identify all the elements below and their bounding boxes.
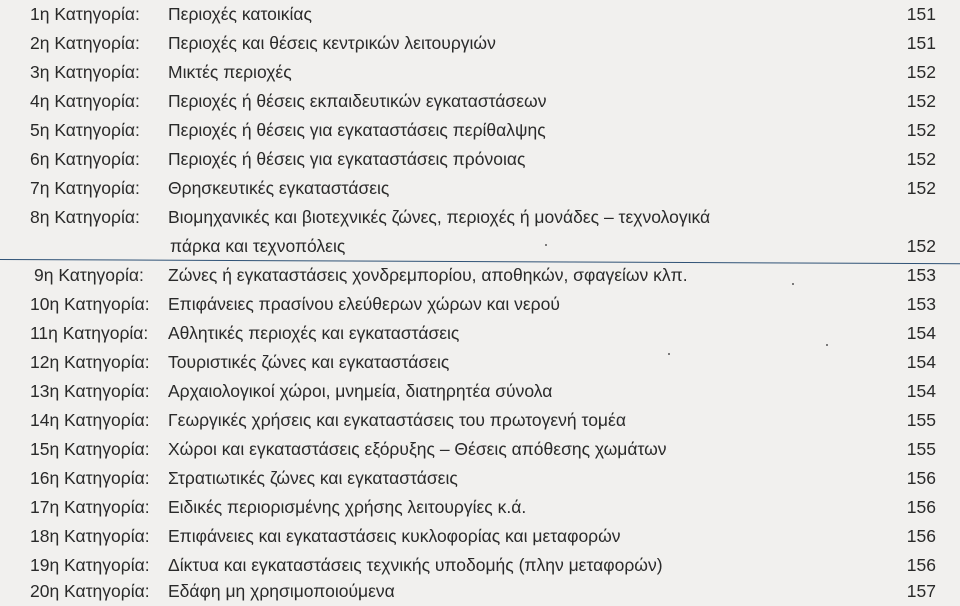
toc-entry (0, 577, 960, 606)
category-number: 9η Κατηγορία: (34, 265, 144, 285)
toc-entry (0, 522, 960, 551)
category-title: Γεωργικές χρήσεις και εγκαταστάσεις του πρωτογενή τομέα (168, 410, 626, 430)
category-title: Περιοχές κατοικίας (168, 4, 312, 24)
toc-entry (0, 377, 960, 406)
scan-speck (792, 283, 794, 285)
toc-entry (0, 29, 960, 58)
page-number: 152 (906, 120, 936, 140)
page-number: 151 (906, 33, 936, 53)
toc-entry-continuation (0, 232, 960, 261)
scan-speck (826, 344, 828, 346)
category-number: 3η Κατηγορία: (30, 62, 140, 82)
category-number: 14η Κατηγορία: (30, 410, 150, 430)
category-title: Περιοχές ή θέσεις για εγκαταστάσεις περίθαλψης (168, 120, 546, 140)
category-title: Επιφάνειες πρασίνου ελεύθερων χώρων και νερού (168, 294, 560, 314)
category-title: Θρησκευτικές εγκαταστάσεις (168, 178, 390, 198)
toc-entry (0, 116, 960, 145)
scan-speck (545, 244, 547, 246)
page-number: 153 (906, 265, 936, 285)
page-number: 152 (906, 62, 936, 82)
category-title: Χώροι και εγκαταστάσεις εξόρυξης – Θέσεις απόθεσης χωμάτων (168, 439, 667, 459)
toc-entry (0, 145, 960, 174)
page-number: 156 (906, 526, 936, 546)
category-title: Περιοχές ή θέσεις εκπαιδευτικών εγκαταστάσεων (168, 91, 547, 111)
category-title: Ειδικές περιορισμένης χρήσης λειτουργίες κ.ά. (168, 497, 527, 517)
category-title: Δίκτυα και εγκαταστάσεις τεχνικής υποδομής (πλην μεταφορών) (168, 555, 663, 575)
category-title: Μικτές περιοχές (168, 62, 292, 82)
page-number: 152 (906, 91, 936, 111)
toc-entry (0, 435, 960, 464)
toc-entry (0, 493, 960, 522)
category-number: 18η Κατηγορία: (30, 526, 150, 546)
toc-entry (0, 406, 960, 435)
category-number: 2η Κατηγορία: (30, 33, 140, 53)
page-number: 154 (906, 323, 936, 343)
page-number: 156 (906, 468, 936, 488)
toc-entry (0, 0, 960, 29)
toc-entry (0, 319, 960, 348)
category-title: Στρατιωτικές ζώνες και εγκαταστάσεις (168, 468, 458, 488)
page-number: 154 (906, 381, 936, 401)
category-number: 13η Κατηγορία: (30, 381, 150, 401)
category-number: 17η Κατηγορία: (30, 497, 150, 517)
scan-speck (668, 353, 670, 355)
category-title-continuation: πάρκα και τεχνοπόλεις (170, 236, 346, 256)
toc-entry (0, 174, 960, 203)
page-number: 152 (906, 149, 936, 169)
toc-entry (0, 58, 960, 87)
toc-entry (0, 203, 960, 232)
page-number: 154 (906, 352, 936, 372)
category-number: 16η Κατηγορία: (30, 468, 150, 488)
toc-entry (0, 348, 960, 377)
toc-entry (0, 290, 960, 319)
category-number: 12η Κατηγορία: (30, 352, 150, 372)
category-number: 8η Κατηγορία: (30, 207, 140, 227)
page-number: 156 (906, 555, 936, 575)
category-title: Βιομηχανικές και βιοτεχνικές ζώνες, περιοχές ή μονάδες – τεχνολογικά (168, 207, 711, 227)
category-number: 10η Κατηγορία: (30, 294, 150, 314)
page-number: 155 (906, 439, 936, 459)
category-number: 11η Κατηγορία: (30, 323, 149, 343)
category-number: 5η Κατηγορία: (30, 120, 140, 140)
toc-entry (0, 261, 960, 290)
page-number: 153 (906, 294, 936, 314)
category-number: 7η Κατηγορία: (30, 178, 140, 198)
category-title: Επιφάνειες και εγκαταστάσεις κυκλοφορίας και μεταφορών (168, 526, 621, 546)
page-number: 151 (906, 4, 936, 24)
category-title: Αθλητικές περιοχές και εγκαταστάσεις (168, 323, 460, 343)
category-number: 15η Κατηγορία: (30, 439, 150, 459)
page-number: 152 (906, 178, 936, 198)
category-title: Περιοχές και θέσεις κεντρικών λειτουργιών (168, 33, 496, 53)
category-number: 1η Κατηγορία: (30, 4, 140, 24)
page-number: 152 (906, 236, 936, 256)
page-number: 155 (906, 410, 936, 430)
toc-entry (0, 87, 960, 116)
category-number: 4η Κατηγορία: (30, 91, 140, 111)
category-title: Ζώνες ή εγκαταστάσεις χονδρεμπορίου, αποθηκών, σφαγείων κλπ. (168, 265, 688, 285)
category-title: Περιοχές ή θέσεις για εγκαταστάσεις πρόνοιας (168, 149, 526, 169)
category-number: 19η Κατηγορία: (30, 555, 150, 575)
page-number: 156 (906, 497, 936, 517)
category-title: Αρχαιολογικοί χώροι, μνημεία, διατηρητέα σύνολα (168, 381, 553, 401)
page-number: 157 (906, 581, 936, 601)
category-title: Τουριστικές ζώνες και εγκαταστάσεις (168, 352, 450, 372)
toc-entry (0, 551, 960, 580)
category-title: Εδάφη μη χρησιμοποιούμενα (168, 581, 395, 601)
category-number: 6η Κατηγορία: (30, 149, 140, 169)
toc-entry (0, 464, 960, 493)
category-number: 20η Κατηγορία: (30, 581, 150, 601)
